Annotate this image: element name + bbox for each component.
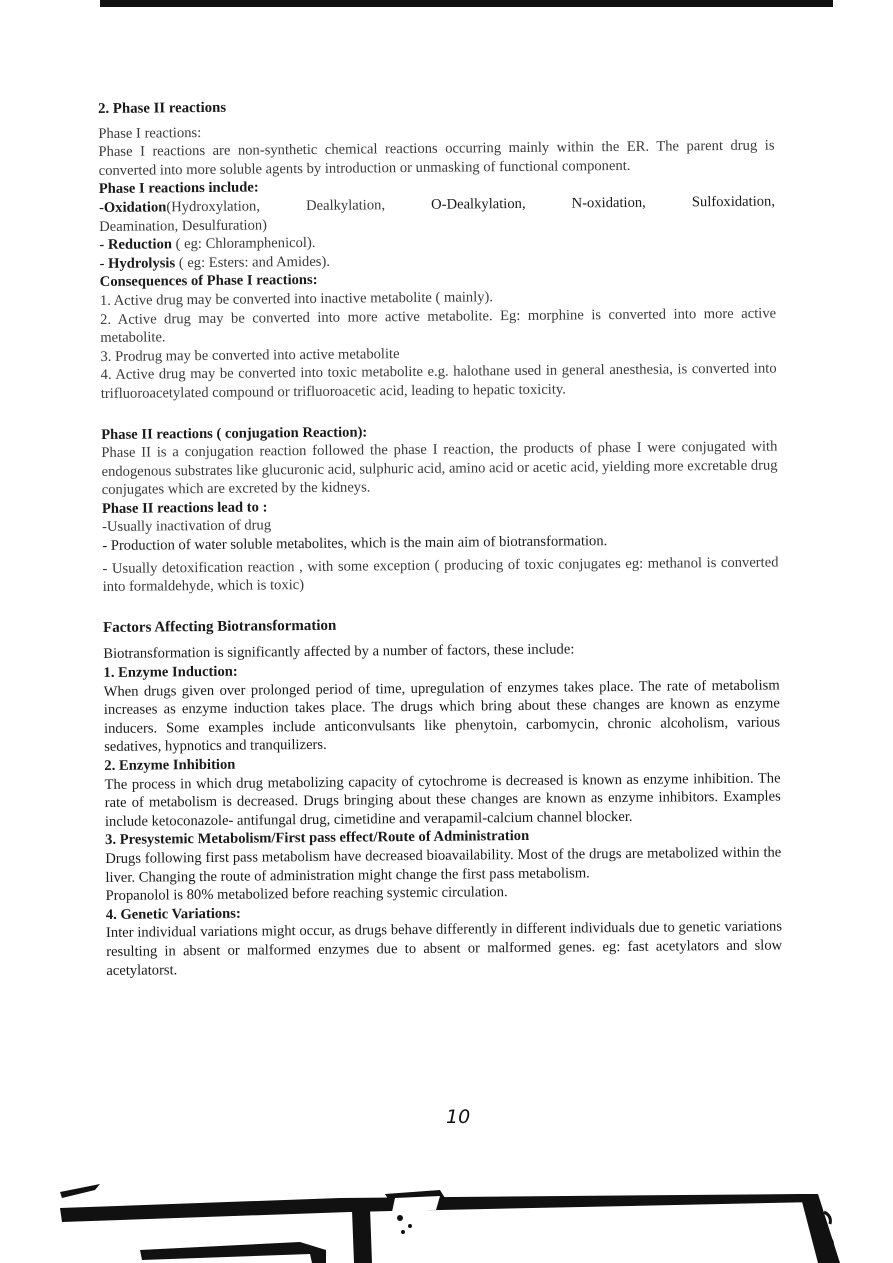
factors-intro: Biotransformation is significantly affected by a number of factors, these include: <box>103 641 575 663</box>
decor-left-post <box>352 1208 372 1263</box>
phase1-label: Phase I reactions: <box>98 124 202 142</box>
hydrolysis-text: ( eg: Esters: and Amides). <box>175 253 331 272</box>
scan-bottom-decoration <box>0 1150 893 1263</box>
consequence-item: 3. Prodrug may be converted into active metabolite <box>100 345 400 365</box>
factor-heading: 4. Genetic Variations: <box>105 905 241 923</box>
decor-stroke <box>60 1184 100 1198</box>
hydrolysis-label: - Hydrolysis <box>99 255 176 272</box>
phase2-description: Phase II is a conjugation reaction followed the phase I reaction, the products of phase I were conjugated with endogenous substrates like glucuronic acid, sulphuric acid, amino acid or acetic acid, yielding more excretable drug conjugates which are excreted by the kidneys. <box>101 438 778 499</box>
consequence-item: 2. Active drug may be converted into more active metabolite. Eg: morphine is converted into more active metabolite. <box>100 305 777 347</box>
phase2-lead-label: Phase II reactions lead to : <box>101 499 268 517</box>
reduction-label: - Reduction <box>99 236 173 254</box>
consequence-item: 4. Active drug may be converted into toxic metabolite e.g. halothane used in general anesthesia, is converted into trifluoroacetylated compound or trifluoroacetic acid, leading to hepatic toxicity. <box>100 360 777 402</box>
factor-paragraph: Drugs following first pass metabolism have decreased bioavailability. Most of the drugs are metabolized within the liver. Changing the route of administration might change the first pass metabolism. <box>105 844 782 886</box>
factor-heading: 3. Presystemic Metabolism/First pass effect/Route of Administration <box>105 828 530 849</box>
decor-dot <box>408 1224 412 1228</box>
page-number: 10 <box>446 1106 471 1128</box>
factors-title: Factors Affecting Biotransformation <box>102 617 337 636</box>
phase2-lead-item: -Usually inactivation of drug <box>102 517 272 536</box>
consequences-label: Consequences of Phase I reactions: <box>99 272 318 291</box>
decor-dot <box>397 1215 403 1221</box>
oxidation-type: N-oxidation, <box>571 194 646 212</box>
factor-heading: 2. Enzyme Inhibition <box>104 756 236 774</box>
oxidation-type: (Hydroxylation, <box>166 198 261 216</box>
phase2-lead-item: - Usually detoxification reaction , with some exception ( producing of toxic conjugates eg: methanol is converted into formaldehyde, which is toxic) <box>102 554 779 596</box>
consequence-item: 1. Active drug may be converted into inactive metabolite ( mainly). <box>99 289 494 309</box>
phase1-description: Phase I reactions are non-synthetic chemical reactions occurring mainly within the ER. The parent drug is converted into more soluble agents by introduction or unmasking of functional component. <box>98 137 775 179</box>
section-heading: 2. Phase II reactions <box>98 99 227 117</box>
phase2-lead-item: - Production of water soluble metabolites, which is the main aim of biotransformation. <box>102 533 608 555</box>
decor-dot <box>401 1230 405 1234</box>
decor-right-leg <box>800 1194 840 1263</box>
decor-tab <box>392 1196 440 1212</box>
factor-paragraph: Inter individual variations might occur, as drugs behave differently in different individuals due to genetic variations resulting in absent or malformed enzymes due to absent or malformed genes. eg: fast acetylators and slow acetylatorst. <box>105 918 783 979</box>
factor-paragraph: Propanolol is 80% metabolized before reaching systemic circulation. <box>105 884 508 905</box>
oxidation-type: O-Dealkylation, <box>431 195 526 213</box>
factor-paragraph: When drugs given over prolonged period of time, upregulation of enzymes takes place. The rate of metabolism increases as enzyme induction takes place. The drugs which bring about these changes are known as enzyme inducers. Some examples include anticonvulsants like phenytoin, carbomycin, chronic alcoholism, various sedatives, hypnotics and tranquilizers. <box>103 677 781 756</box>
factor-paragraph: The process in which drug metabolizing capacity of cytochrome is decreased is known as enzyme inhibition. The rate of metabolism is decreased. Drugs bringing about these changes are known as enzyme inhibitors. Examples include ketoconazole- antifungal drug, cimetidine and verapamil-calcium channel blocker. <box>104 770 781 830</box>
oxidation-type: Dealkylation, <box>305 197 386 214</box>
reduction-text: ( eg: Chloramphenicol). <box>171 235 316 253</box>
factor-heading: 1. Enzyme Induction: <box>103 663 238 682</box>
document-page <box>98 94 782 981</box>
oxidation-type: Sulfoxidation, <box>691 193 776 211</box>
phase1-include-label: Phase I reactions include: <box>98 179 259 198</box>
oxidation-label: -Oxidation <box>98 199 167 216</box>
scan-top-edge <box>100 0 833 7</box>
decor-bottom-stroke <box>140 1242 326 1263</box>
phase2-label: Phase II reactions ( conjugation Reaction): <box>101 423 368 443</box>
oxidation-continuation: Deamination, Desulfuration) <box>99 216 268 235</box>
